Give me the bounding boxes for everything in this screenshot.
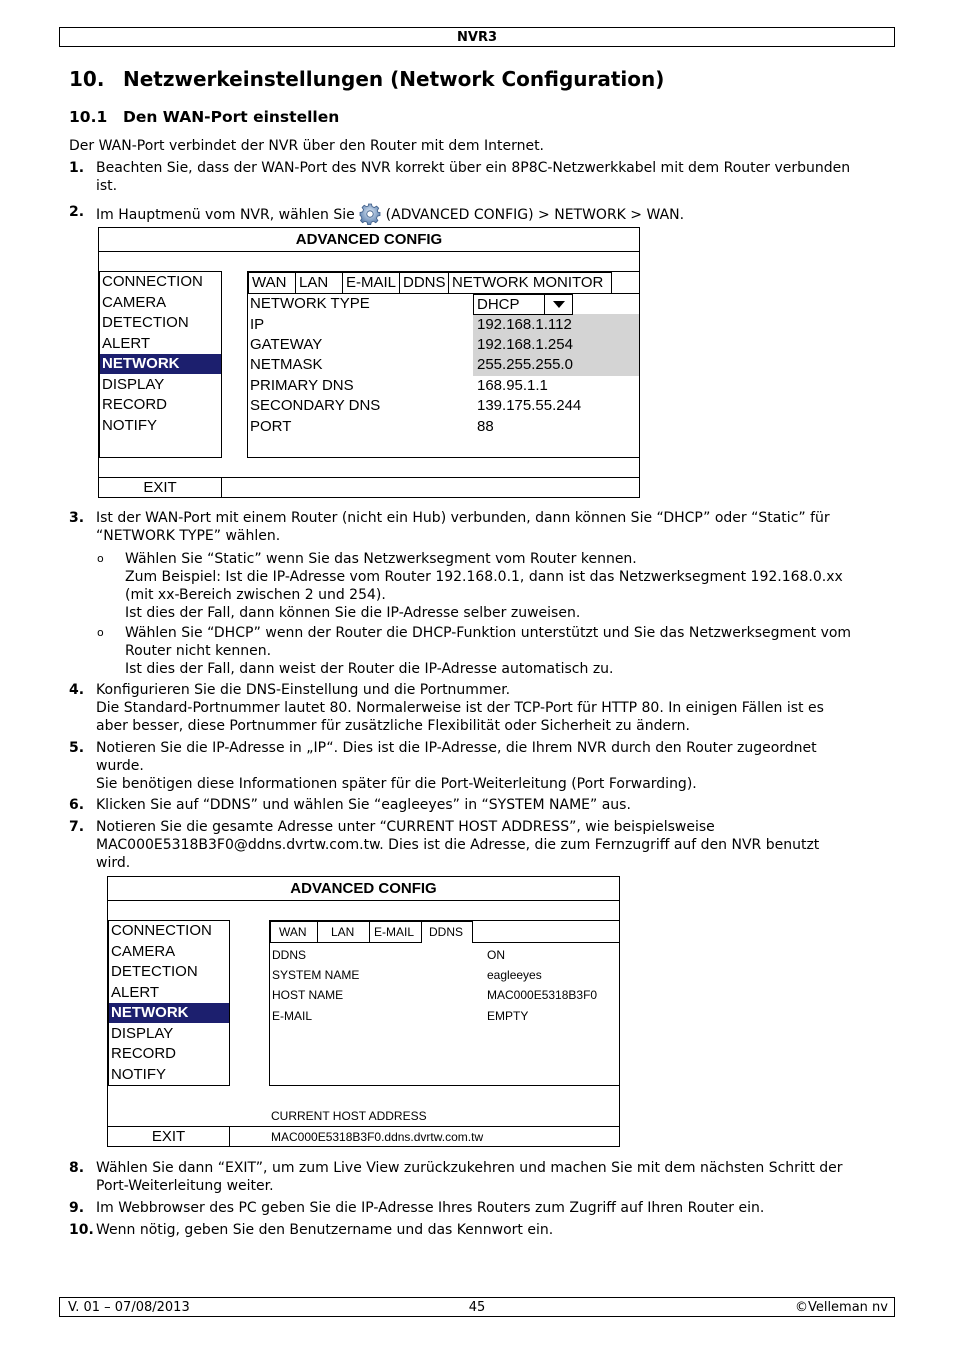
current-host-address-value: MAC000E5318B3F0.ddns.dvrtw.com.tw [271,1130,484,1144]
step-text: ist. [96,178,118,194]
row-label: IP [250,316,265,333]
menu-item-record[interactable]: RECORD [102,396,168,413]
menu-item-camera[interactable]: CAMERA [102,294,167,311]
screen-title: ADVANCED CONFIG [290,880,437,897]
step-number: 6. [69,797,85,813]
step-text: Die Standard-Portnummer lautet 80. Normalerweise ist der TCP-Port für HTTP 80. In einigen Fällen ist es [96,700,824,716]
step-text: Notieren Sie die gesamte Adresse unter “CURRENT HOST ADDRESS”, wie beispielsweise [96,819,715,835]
side-menu [99,271,222,458]
tab-lan[interactable]: LAN [317,921,370,943]
step-text: Sie benötigen diese Informationen später für die Port-Weiterleitung (Port Forwarding). [96,776,697,792]
divider [472,942,619,943]
step-number: 9. [69,1200,85,1216]
section-title: Netzwerkeinstellungen (Network Configuration) [123,67,665,91]
ddns-value[interactable]: ON [487,948,505,962]
tab-wan[interactable]: WAN [248,272,296,294]
page-footer [59,1297,895,1317]
bullet-text: Zum Beispiel: Ist die IP-Adresse vom Router 192.168.0.1, dann ist das Netzwerksegment 192.168.0.xx [125,569,843,585]
menu-item-alert[interactable]: ALERT [111,984,160,1001]
step-text: “NETWORK TYPE” wählen. [96,528,281,544]
network-type-select[interactable] [473,294,573,315]
system-name-value[interactable]: eagleeyes [487,968,542,982]
tab-ddns[interactable]: DDNS [399,272,449,294]
step-text: Klicken Sie auf “DDNS” und wählen Sie “eagleeyes” in “SYSTEM NAME” aus. [96,797,631,813]
step-text: Konfigurieren Sie die DNS-Einstellung und die Portnummer. [96,682,511,698]
tab-email[interactable]: E-MAIL [369,921,422,943]
step-text: Notieren Sie die IP-Adresse in „IP“. Dies ist die IP-Adresse, die Ihrem NVR durch den Router zugeordnet [96,740,817,756]
screen-title: ADVANCED CONFIG [295,231,443,248]
page-number: 45 [468,1300,486,1315]
ip-value: 192.168.1.112 [477,316,572,333]
menu-item-network[interactable]: NETWORK [109,1003,229,1023]
step-text: Im Webbrowser des PC geben Sie die IP-Adresse Ihres Routers zum Zugriff auf Ihren Router ein. [96,1200,765,1216]
menu-item-notify[interactable]: NOTIFY [102,417,157,434]
section-number: 10. [69,67,105,91]
menu-item-display[interactable]: DISPLAY [111,1025,174,1042]
chevron-down-icon[interactable] [544,294,573,315]
tab-ddns[interactable]: DDNS [421,921,473,943]
subsection-number: 10.1 [69,108,108,126]
network-type-value: DHCP [477,296,520,313]
divider [270,942,421,943]
netmask-value: 255.255.255.0 [477,356,573,373]
exit-label: EXIT [143,479,177,496]
product-name: NVR3 [457,30,497,45]
menu-item-notify[interactable]: NOTIFY [111,1066,166,1083]
intro-paragraph: Der WAN-Port verbindet der NVR über den Router mit dem Internet. [69,138,545,154]
bullet-text: Router nicht kennen. [125,643,272,659]
step-text: Wenn nötig, geben Sie den Benutzername und das Kennwort ein. [96,1222,554,1238]
step-number: 10. [69,1222,94,1238]
step-text: wurde. [96,758,144,774]
menu-item-network[interactable]: NETWORK [100,354,221,374]
bullet: o [97,626,104,639]
step-text: (ADVANCED CONFIG) > NETWORK > WAN. [385,207,685,223]
divider [108,900,619,901]
row-label: E-MAIL [272,1009,313,1023]
exit-label: EXIT [151,1128,186,1145]
tab-lan[interactable]: LAN [295,272,343,294]
step-number: 7. [69,819,85,835]
step-text: Im Hauptmenü vom NVR, wählen Sie [96,207,355,223]
tab-email[interactable]: E-MAIL [342,272,400,294]
tab-network-monitor[interactable]: NETWORK MONITOR [448,272,612,294]
step-number: 1. [69,160,85,176]
step-number: 8. [69,1160,85,1176]
copyright: ©Velleman nv [794,1300,888,1315]
menu-item-connection[interactable]: CONNECTION [111,922,212,939]
step-number: 5. [69,740,85,756]
step-text: Port-Weiterleitung weiter. [96,1178,274,1194]
row-label: PORT [250,418,292,435]
bullet-text: Ist dies der Fall, dann weist der Router die IP-Adresse automatisch zu. [125,661,614,677]
bullet-text: Wählen Sie “Static” wenn Sie das Netzwerksegment vom Router kennen. [125,551,637,567]
step-number: 2. [69,204,85,220]
bullet-text: Ist dies der Fall, dann können Sie die IP-Adresse selber zuweisen. [125,605,581,621]
step-text: Wählen Sie dann “EXIT”, um zum Live View zurückzukehren und machen Sie mit dem nächsten Schritt der [96,1160,843,1176]
version-date: V. 01 – 07/08/2013 [68,1300,190,1315]
row-label: SECONDARY DNS [250,397,381,414]
side-menu [108,920,230,1086]
gear-icon [359,203,381,225]
bullet: o [97,552,104,565]
step-text: Ist der WAN-Port mit einem Router (nicht ein Hub) verbunden, dann können Sie “DHCP” oder “Static” für [96,510,830,526]
step-text: MAC000E5318B3F0@ddns.dvrtw.com.tw. Dies ist die Adresse, die zum Fernzugriff auf den NVR benutzt [96,837,820,853]
row-label: NETWORK TYPE [250,295,370,312]
port-value[interactable]: 88 [477,418,494,435]
bullet-text: Wählen Sie “DHCP” wenn der Router die DHCP-Funktion unterstützt und Sie das Netzwerksegment vom [125,625,852,641]
secondary-dns-value[interactable]: 139.175.55.244 [477,397,582,414]
page-header [59,27,895,47]
step-text: wird. [96,855,131,871]
settings-panel [247,271,640,458]
row-label: NETMASK [250,356,323,373]
section-heading [69,67,664,91]
current-host-address-label: CURRENT HOST ADDRESS [271,1109,427,1123]
row-label: PRIMARY DNS [250,377,354,394]
bullet-text: (mit xx-Bereich zwischen 2 und 254). [125,587,386,603]
settings-panel [269,920,620,1086]
menu-item-alert[interactable]: ALERT [102,335,151,352]
tab-wan[interactable]: WAN [270,921,318,943]
menu-item-display[interactable]: DISPLAY [102,376,165,393]
exit-button[interactable] [108,1126,230,1147]
row-label: HOST NAME [272,988,344,1002]
step-number: 3. [69,510,85,526]
menu-item-detection[interactable]: DETECTION [111,963,198,980]
menu-item-detection[interactable]: DETECTION [102,314,189,331]
host-name-value[interactable]: MAC000E5318B3F0 [487,988,598,1002]
subsection-heading [69,108,339,126]
row-label: SYSTEM NAME [272,968,360,982]
gateway-value: 192.168.1.254 [477,336,573,353]
divider [611,293,639,294]
row-label: DDNS [272,948,307,962]
primary-dns-value[interactable]: 168.95.1.1 [477,377,548,394]
exit-button[interactable] [99,477,222,498]
advanced-config-wan-screenshot [98,227,640,498]
divider [99,251,639,252]
step-number: 4. [69,682,85,698]
menu-item-connection[interactable]: CONNECTION [102,273,203,290]
menu-item-camera[interactable]: CAMERA [111,943,176,960]
step-text: aber besser, diese Portnummer für zusätzliche Flexibilität oder Sicherheit zu ändern. [96,718,690,734]
email-value[interactable]: EMPTY [487,1009,529,1023]
row-label: GATEWAY [250,336,323,353]
menu-item-record[interactable]: RECORD [111,1045,177,1062]
advanced-config-ddns-screenshot [107,876,620,1147]
subsection-title: Den WAN-Port einstellen [123,108,340,126]
step-text: Beachten Sie, dass der WAN-Port des NVR korrekt über ein 8P8C-Netzwerkkabel mit dem Router verbunden [96,160,851,176]
